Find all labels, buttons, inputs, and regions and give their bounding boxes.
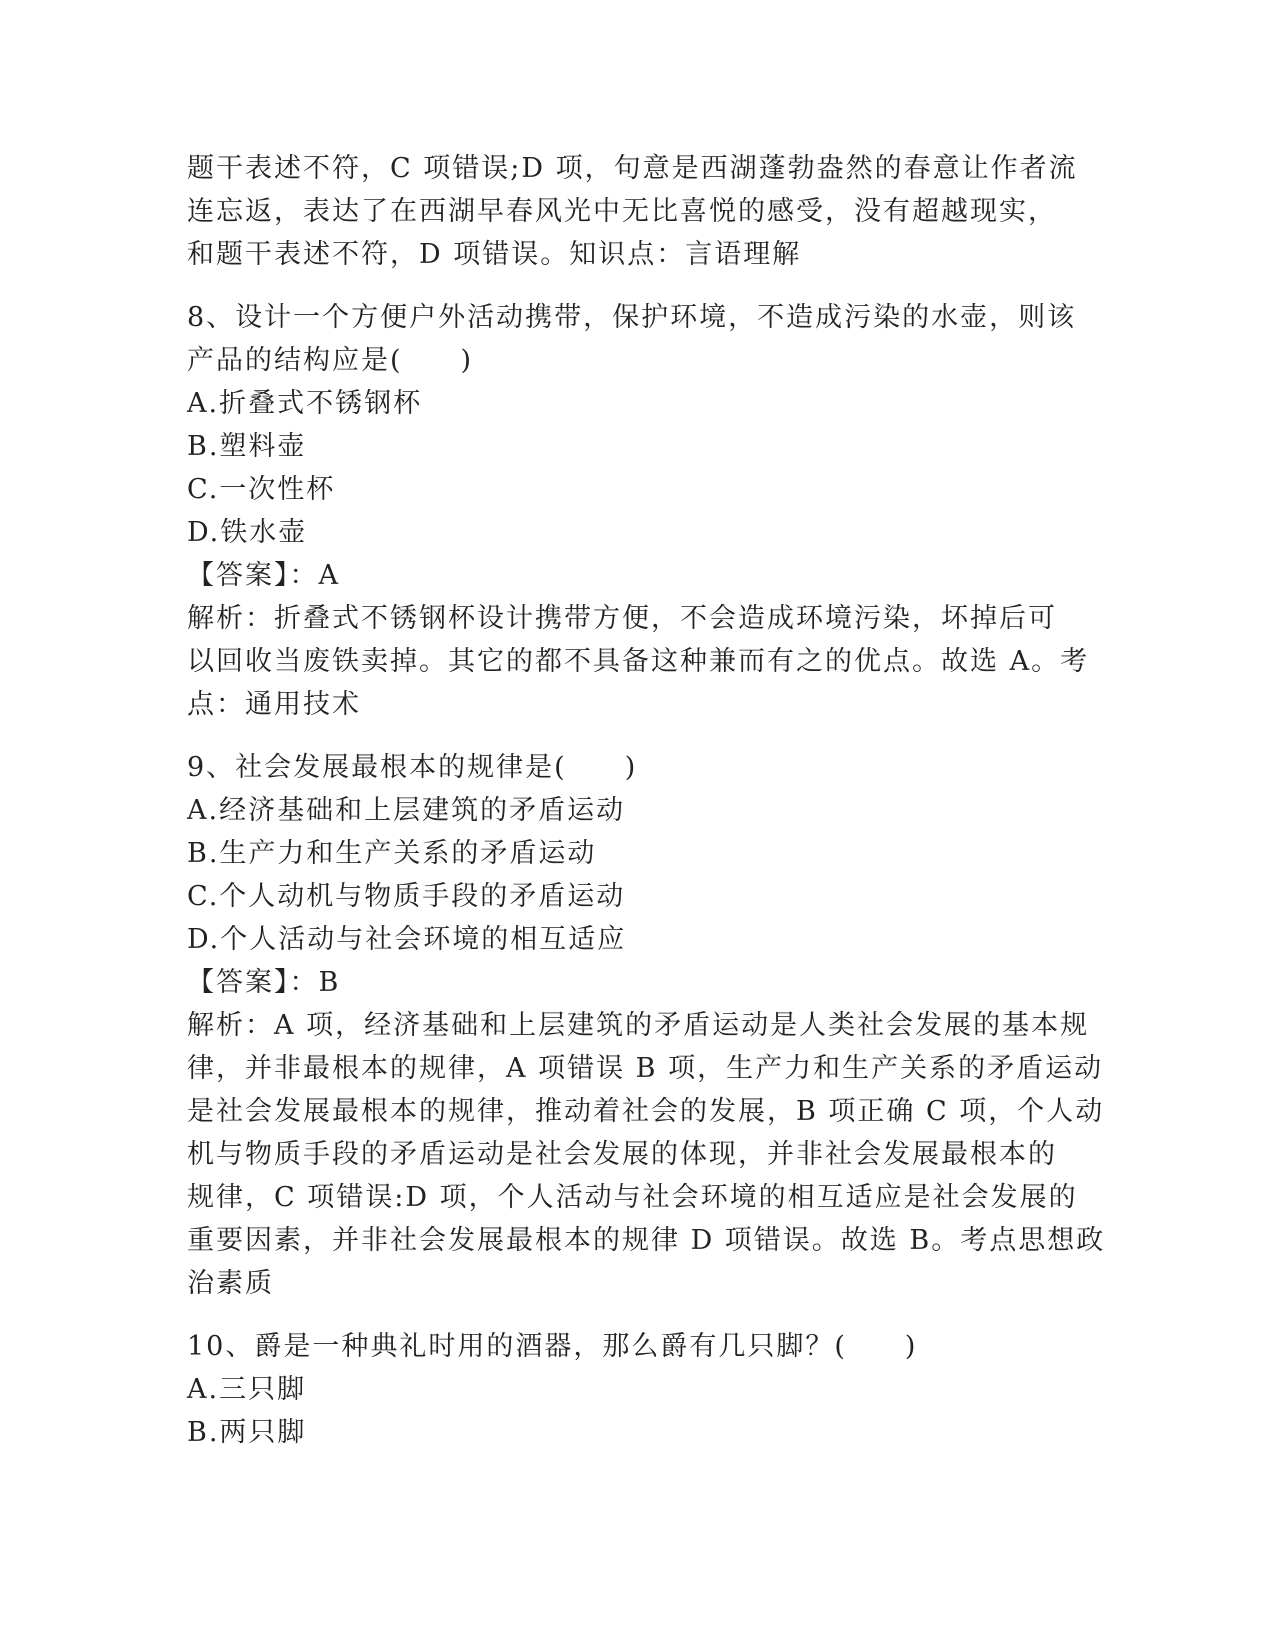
analysis-line: 以回收当废铁卖掉。其它的都不具备这种兼而有之的优点。故选 A。考 <box>187 646 1090 677</box>
explanation-line: 连忘返，表达了在西湖早春风光中无比喜悦的感受，没有超越现实， <box>187 196 1057 227</box>
analysis-line: 规律，C 项错误:D 项，个人活动与社会环境的相互适应是社会发展的 <box>187 1182 1078 1213</box>
answer: 【答案】：B <box>187 967 341 998</box>
explanation-line: 题干表述不符，C 项错误;D 项，句意是西湖蓬勃盎然的春意让作者流 <box>187 153 1078 184</box>
option-a: A.三只脚 <box>187 1374 307 1405</box>
question-text: 产品的结构应是( ) <box>187 345 474 376</box>
option-a: A.折叠式不锈钢杯 <box>187 388 423 419</box>
option-c: C.个人动机与物质手段的矛盾运动 <box>187 881 626 912</box>
analysis-line: 解析：折叠式不锈钢杯设计携带方便，不会造成环境污染，坏掉后可 <box>187 603 1057 634</box>
question-text: 9、社会发展最根本的规律是( ) <box>187 752 638 783</box>
analysis-line: 重要因素，并非社会发展最根本的规律 D 项错误。故选 B。考点思想政 <box>187 1225 1106 1256</box>
explanation-line: 和题干表述不符，D 项错误。知识点：言语理解 <box>187 239 802 270</box>
document-page <box>187 147 1106 1454</box>
question-8 <box>187 296 1090 726</box>
answer: 【答案】：A <box>187 560 340 591</box>
question-text: 10、爵是一种典礼时用的酒器，那么爵有几只脚？( ) <box>187 1331 918 1362</box>
option-d: D.铁水壶 <box>187 517 308 548</box>
previous-explanation <box>187 147 1087 276</box>
analysis-line: 机与物质手段的矛盾运动是社会发展的体现，并非社会发展最根本的 <box>187 1139 1057 1170</box>
analysis-line: 解析：A 项，经济基础和上层建筑的矛盾运动是人类社会发展的基本规 <box>187 1010 1090 1041</box>
analysis-line: 律，并非最根本的规律，A 项错误 B 项，生产力和生产关系的矛盾运动 <box>187 1053 1104 1084</box>
option-b: B.两只脚 <box>187 1417 307 1448</box>
question-10 <box>187 1325 1087 1454</box>
analysis-line: 治素质 <box>187 1268 274 1299</box>
analysis-line: 点：通用技术 <box>187 689 361 720</box>
option-d: D.个人活动与社会环境的相互适应 <box>187 924 627 955</box>
analysis-line: 是社会发展最根本的规律，推动着社会的发展，B 项正确 C 项，个人动 <box>187 1096 1105 1127</box>
question-text: 8、设计一个方便户外活动携带，保护环境，不造成污染的水壶，则该 <box>187 302 1077 333</box>
option-a: A.经济基础和上层建筑的矛盾运动 <box>187 795 626 826</box>
option-b: B.塑料壶 <box>187 431 307 462</box>
option-b: B.生产力和生产关系的矛盾运动 <box>187 838 597 869</box>
option-c: C.一次性杯 <box>187 474 336 505</box>
question-9 <box>187 746 1106 1305</box>
